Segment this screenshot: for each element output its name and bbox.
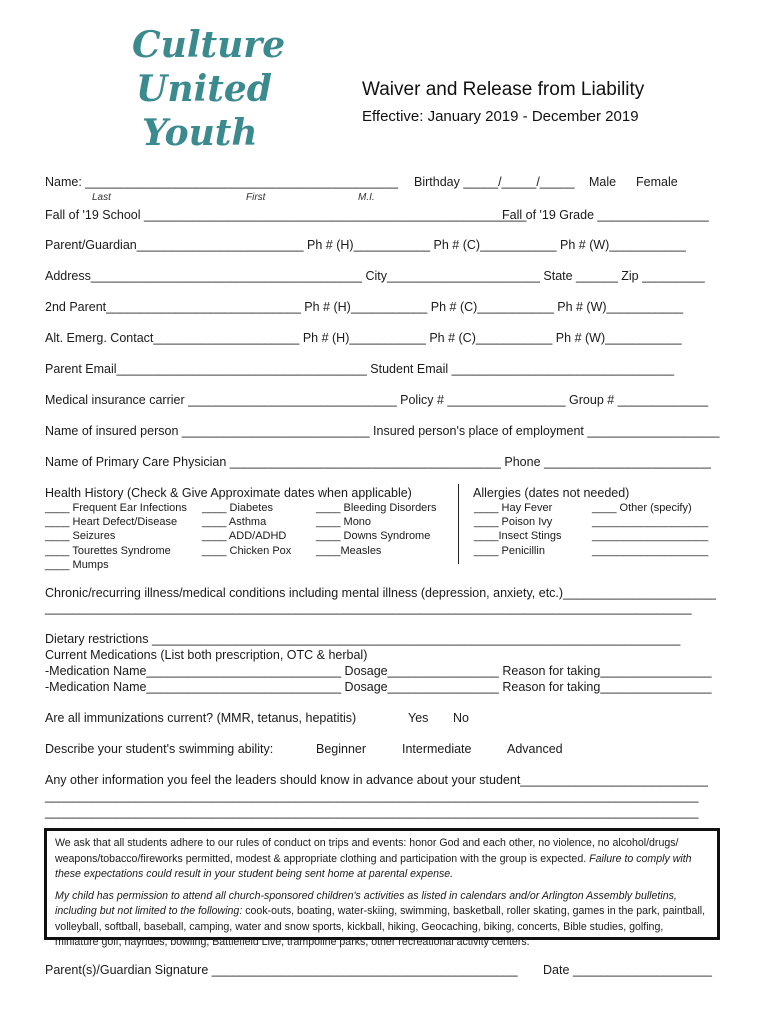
health-item[interactable]: ____ Mono: [316, 516, 372, 529]
signature-date-field[interactable]: Date ____________________: [543, 963, 712, 977]
logo-line-united: United: [136, 68, 272, 110]
conduct-warning: Failure to comply with these expectations could result in your student being sent home at parental expense.: [55, 852, 692, 880]
health-item[interactable]: ____ Frequent Ear Infections: [45, 502, 187, 514]
health-item[interactable]: ____ Bleeding Disorders: [316, 502, 437, 514]
medication-row-1[interactable]: -Medication Name____________________________ Dosage________________ Reason for taking________________: [45, 664, 712, 678]
logo-line-culture: Culture: [132, 24, 286, 66]
school-field[interactable]: Fall of '19 School _______________________________________________________: [45, 208, 527, 222]
allergy-item[interactable]: ____ Penicillin: [474, 544, 545, 557]
allergy-item[interactable]: ____Insect Stings: [474, 530, 562, 543]
swimming-beginner-option[interactable]: Beginner: [316, 742, 367, 756]
chronic-illness-field[interactable]: Chronic/recurring illness/medical conditions including mental illness (depression, anxiety, etc.)______________________: [45, 586, 717, 600]
health-col-3[interactable]: [316, 501, 436, 558]
conduct-paragraph: [55, 836, 709, 883]
health-col-1[interactable]: [45, 501, 187, 572]
health-col-2[interactable]: [202, 501, 291, 558]
swimming-question: Describe your student's swimming ability:: [45, 742, 274, 756]
logo-line-youth: Youth: [142, 112, 258, 154]
allergy-item[interactable]: ___________________: [592, 544, 709, 557]
allergies-col-1[interactable]: [474, 501, 561, 558]
health-item[interactable]: ____ ADD/ADHD: [202, 530, 287, 543]
guardian-signature-field[interactable]: Parent(s)/Guardian Signature ____________________________________________: [45, 963, 518, 977]
birthday-field[interactable]: Birthday _____/_____/_____: [414, 175, 575, 189]
other-info-field[interactable]: Any other information you feel the leaders should know in advance about your student___________________________: [45, 773, 709, 787]
male-option[interactable]: Male: [589, 175, 617, 189]
conduct-text: We ask that all students adhere to our rules of conduct on trips and events: honor God and each other, no violence, no alcohol/drugs/ weapons/tobacco/fireworks permitted, modest & appropriate clothing and participation with the group is expected.: [55, 837, 679, 865]
conduct-permission-box: [44, 828, 720, 948]
allergy-item[interactable]: ___________________: [592, 516, 709, 529]
allergy-item[interactable]: ___________________: [592, 530, 709, 543]
health-item[interactable]: ____ Heart Defect/Disease: [45, 516, 178, 529]
other-info-line-3[interactable]: ______________________________________________________________________________________________: [45, 805, 699, 819]
swimming-advanced-option[interactable]: Advanced: [507, 742, 563, 756]
swimming-intermediate-option[interactable]: Intermediate: [402, 742, 472, 756]
alt-emergency-contact-row[interactable]: Alt. Emerg. Contact_____________________ Ph # (H)___________ Ph # (C)___________ Ph # (W)___________: [45, 331, 682, 345]
immunizations-question: Are all immunizations current? (MMR, tetanus, hepatitis): [45, 711, 357, 725]
insured-person-row[interactable]: Name of insured person ___________________________ Insured person's place of employment ___________________: [45, 424, 720, 438]
health-item[interactable]: ____ Chicken Pox: [202, 544, 292, 557]
allergy-item[interactable]: ____ Hay Fever: [474, 502, 553, 514]
page-title: Waiver and Release from Liability: [362, 79, 645, 100]
grade-field[interactable]: Fall of '19 Grade ________________: [502, 208, 709, 222]
second-parent-row[interactable]: 2nd Parent____________________________ Ph # (H)___________ Ph # (C)___________ Ph # (W)___________: [45, 300, 684, 314]
health-item[interactable]: ____ Seizures: [45, 530, 116, 543]
section-divider: [458, 484, 459, 564]
health-item[interactable]: ____ Diabetes: [202, 502, 273, 514]
middle-initial-caption: M.I.: [358, 192, 375, 203]
medication-row-2[interactable]: -Medication Name____________________________ Dosage________________ Reason for taking________________: [45, 680, 712, 694]
health-item[interactable]: ____Measles: [316, 544, 382, 557]
female-option[interactable]: Female: [636, 175, 678, 189]
address-row[interactable]: Address_______________________________________ City______________________ State ______ Zip _________: [45, 269, 705, 283]
insurance-row[interactable]: Medical insurance carrier ______________________________ Policy # _________________ Group # _____________: [45, 393, 709, 407]
allergy-item[interactable]: ____ Other (specify): [592, 502, 692, 514]
allergies-col-2[interactable]: [592, 501, 708, 558]
permission-paragraph: [55, 889, 709, 951]
physician-row[interactable]: Name of Primary Care Physician _______________________________________ Phone ________________________: [45, 455, 711, 469]
chronic-illness-line-2[interactable]: _____________________________________________________________________________________________: [45, 601, 692, 615]
parent-guardian-row[interactable]: Parent/Guardian________________________ Ph # (H)___________ Ph # (C)___________ Ph # (W)___________: [45, 238, 686, 252]
current-medications-heading: Current Medications (List both prescription, OTC & herbal): [45, 648, 368, 662]
other-info-line-2[interactable]: ______________________________________________________________________________________________: [45, 789, 699, 803]
email-row[interactable]: Parent Email____________________________________ Student Email ________________________________: [45, 362, 675, 376]
allergies-heading: Allergies (dates not needed): [473, 486, 630, 500]
health-item[interactable]: ____ Mumps: [45, 558, 109, 571]
activities-list: cook-outs, boating, water-skiing, swimming, basketball, roller skating, games in the park, paintball, volleyball, softball, baseball, camping, water and snow sports, kickball, hiking, Geocaching, biking, concerts, Bible studies, golfing, miniature golf, hayrides, bowling, Battlefield Live, trampoline parks, other recreational activity centers.: [55, 905, 706, 948]
health-item[interactable]: ____ Tourettes Syndrome: [45, 544, 171, 557]
page-subtitle: Effective: January 2019 - December 2019: [362, 108, 639, 125]
health-item[interactable]: ____ Asthma: [202, 516, 267, 529]
immunizations-yes-option[interactable]: Yes: [408, 711, 429, 725]
first-name-caption: First: [246, 192, 266, 203]
dietary-restrictions-field[interactable]: Dietary restrictions ____________________________________________________________________________: [45, 632, 681, 646]
permission-intro: My child has permission to attend all church-sponsored children's activities as listed in calendars and/or Arlington Assembly bulletins, including but not limited to the following:: [55, 889, 677, 917]
immunizations-no-option[interactable]: No: [453, 711, 469, 725]
health-item[interactable]: ____ Downs Syndrome: [316, 530, 431, 543]
last-name-caption: Last: [92, 192, 111, 203]
allergy-item[interactable]: ____ Poison Ivy: [474, 516, 553, 529]
name-field[interactable]: Name: _____________________________________________: [45, 175, 399, 189]
health-history-heading: Health History (Check & Give Approximate dates when applicable): [45, 486, 412, 500]
